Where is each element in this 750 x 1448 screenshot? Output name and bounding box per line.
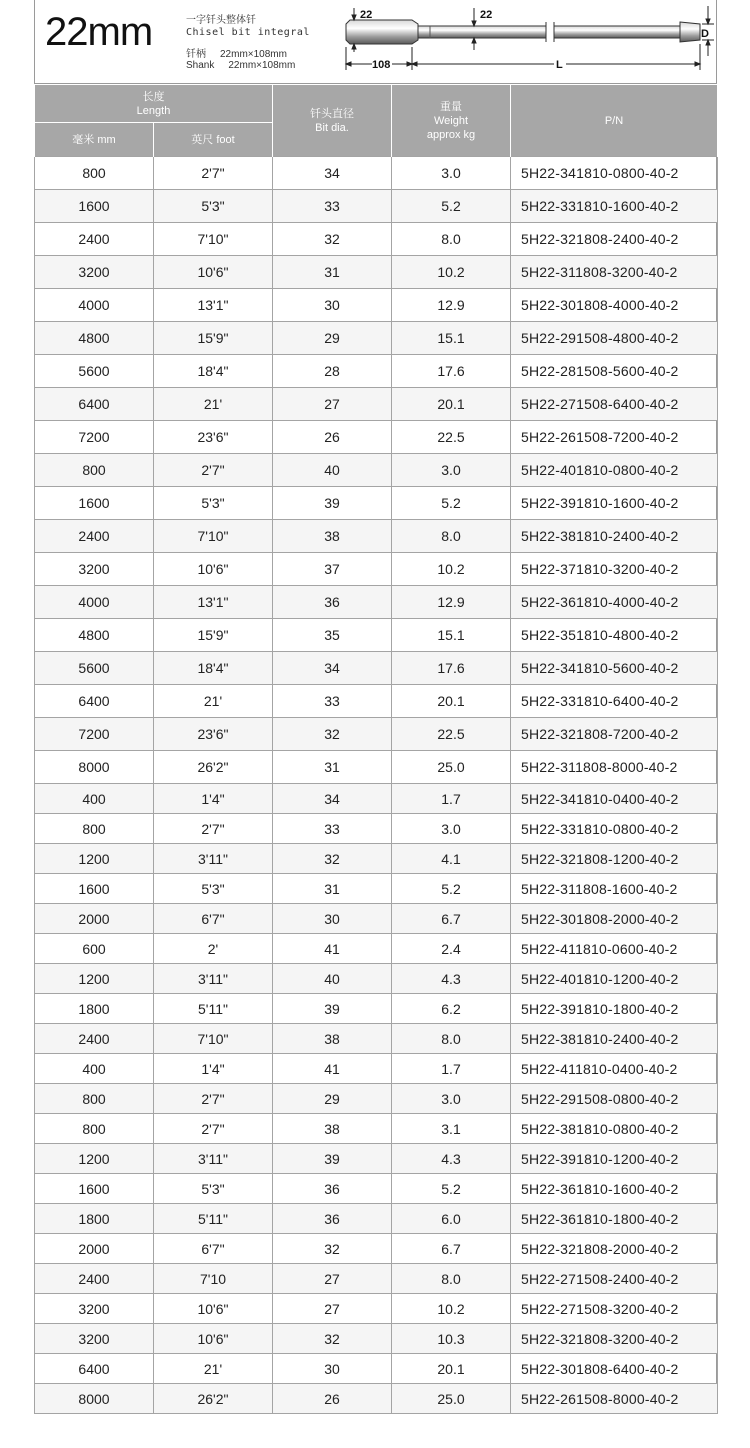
- bit-dia-cell: 30: [273, 289, 392, 322]
- bit-dia-cell: 40: [273, 964, 392, 994]
- length-foot-cell: 5'3": [154, 1174, 273, 1204]
- table-row: [35, 964, 718, 994]
- bit-dia-cell: 33: [273, 685, 392, 718]
- length-foot-cell: 5'3": [154, 190, 273, 223]
- length-mm-cell: 6400: [35, 388, 154, 421]
- length-mm-cell: 3200: [35, 1294, 154, 1324]
- weight-cell: 5.2: [392, 487, 511, 520]
- length-foot-cell: 21': [154, 685, 273, 718]
- table-row: [35, 355, 718, 388]
- part-number-cell: 5H22-361810-4000-40-2: [511, 586, 718, 619]
- weight-cell: 10.2: [392, 256, 511, 289]
- table-row: [35, 421, 718, 454]
- length-foot-cell: 1'4": [154, 1054, 273, 1084]
- bit-dia-cell: 41: [273, 934, 392, 964]
- length-mm-cell: 800: [35, 454, 154, 487]
- length-header-cn: 长度: [142, 90, 165, 103]
- part-number-cell: 5H22-321808-2000-40-2: [511, 1234, 718, 1264]
- shank-spec-chinese: [186, 45, 287, 60]
- length-mm-cell: 3200: [35, 553, 154, 586]
- table-row: [35, 718, 718, 751]
- table-row: [35, 388, 718, 421]
- weight-cell: 12.9: [392, 586, 511, 619]
- part-number-cell: 5H22-381810-0800-40-2: [511, 1114, 718, 1144]
- length-foot-cell: 3'11": [154, 844, 273, 874]
- table-row: [35, 1234, 718, 1264]
- length-foot-cell: 7'10": [154, 520, 273, 553]
- table-row: [35, 1114, 718, 1144]
- weight-header: [392, 85, 511, 157]
- length-foot-cell: 13'1": [154, 586, 273, 619]
- weight-cell: 4.3: [392, 1144, 511, 1174]
- bit-dia-cell: 36: [273, 586, 392, 619]
- table-row: [35, 520, 718, 553]
- length-foot-cell: 7'10": [154, 1024, 273, 1054]
- part-number-cell: 5H22-401810-1200-40-2: [511, 964, 718, 994]
- bit-dia-cell: 38: [273, 1114, 392, 1144]
- length-mm-cell: 800: [35, 1084, 154, 1114]
- length-mm-cell: 1600: [35, 1174, 154, 1204]
- length-mm-cell: 1200: [35, 844, 154, 874]
- part-number-cell: 5H22-361810-1800-40-2: [511, 1204, 718, 1234]
- table-row: [35, 1174, 718, 1204]
- length-mm-cell: 400: [35, 1054, 154, 1084]
- spec-table: [34, 84, 718, 1414]
- bit-dia-cell: 29: [273, 322, 392, 355]
- bit-dia-cell: 39: [273, 487, 392, 520]
- length-mm-cell: 4800: [35, 322, 154, 355]
- table-row: [35, 1054, 718, 1084]
- length-mm-cell: 4000: [35, 289, 154, 322]
- length-header-en: Length: [136, 104, 171, 117]
- shank-label-en: Shank: [186, 60, 215, 71]
- part-number-cell: 5H22-291508-0800-40-2: [511, 1084, 718, 1114]
- part-number-cell: 5H22-301808-2000-40-2: [511, 904, 718, 934]
- shank-value-cn: 22mm×108mm: [220, 49, 287, 60]
- table-row: [35, 994, 718, 1024]
- length-mm-cell: 6400: [35, 1354, 154, 1384]
- length-foot-cell: 26'2": [154, 751, 273, 784]
- length-foot-cell: 3'11": [154, 964, 273, 994]
- length-foot-cell: 1'4": [154, 784, 273, 814]
- bit-dia-cell: 27: [273, 388, 392, 421]
- weight-cell: 17.6: [392, 355, 511, 388]
- dim-label-diameter: D: [701, 28, 709, 40]
- weight-cell: 17.6: [392, 652, 511, 685]
- weight-cell: 1.7: [392, 784, 511, 814]
- length-foot-cell: 15'9": [154, 322, 273, 355]
- weight-cell: 6.0: [392, 1204, 511, 1234]
- bit-dia-header-cn: 钎头直径: [310, 107, 354, 120]
- weight-cell: 22.5: [392, 421, 511, 454]
- part-number-cell: 5H22-361810-1600-40-2: [511, 1174, 718, 1204]
- bit-dia-cell: 32: [273, 844, 392, 874]
- length-foot-cell: 3'11": [154, 1144, 273, 1174]
- length-mm-cell: 1600: [35, 874, 154, 904]
- table-row: [35, 934, 718, 964]
- weight-cell: 15.1: [392, 619, 511, 652]
- length-mm-cell: 5600: [35, 355, 154, 388]
- weight-header-cn: 重量: [440, 100, 462, 113]
- length-foot-cell: 7'10": [154, 223, 273, 256]
- part-number-cell: 5H22-271508-3200-40-2: [511, 1294, 718, 1324]
- table-row: [35, 1084, 718, 1114]
- length-foot-cell: 10'6": [154, 256, 273, 289]
- length-foot-cell: 2'7": [154, 1084, 273, 1114]
- bit-dia-cell: 31: [273, 751, 392, 784]
- length-foot-cell: 2'7": [154, 454, 273, 487]
- bit-dia-cell: 27: [273, 1264, 392, 1294]
- table-row: [35, 322, 718, 355]
- bit-dia-cell: 39: [273, 1144, 392, 1174]
- table-row: [35, 619, 718, 652]
- bit-dia-cell: 32: [273, 718, 392, 751]
- table-row: [35, 553, 718, 586]
- shank-value-en: 22mm×108mm: [228, 60, 296, 71]
- weight-cell: 8.0: [392, 1264, 511, 1294]
- table-row: [35, 814, 718, 844]
- part-number-cell: 5H22-311808-1600-40-2: [511, 874, 718, 904]
- dim-label-22-left: 22: [360, 9, 373, 21]
- weight-cell: 25.0: [392, 1384, 511, 1414]
- weight-cell: 2.4: [392, 934, 511, 964]
- part-number-cell: 5H22-301808-4000-40-2: [511, 289, 718, 322]
- bit-dia-cell: 27: [273, 1294, 392, 1324]
- part-number-cell: 5H22-401810-0800-40-2: [511, 454, 718, 487]
- length-foot-cell: 5'11": [154, 1204, 273, 1234]
- weight-cell: 6.7: [392, 1234, 511, 1264]
- rod-size-title: 22mm: [45, 10, 153, 54]
- length-mm-cell: 2400: [35, 520, 154, 553]
- bit-dia-cell: 37: [273, 553, 392, 586]
- bit-dia-cell: 30: [273, 1354, 392, 1384]
- table-row: [35, 1324, 718, 1354]
- part-number-cell: 5H22-341810-0400-40-2: [511, 784, 718, 814]
- table-row: [35, 1144, 718, 1174]
- part-number-cell: 5H22-411810-0400-40-2: [511, 1054, 718, 1084]
- weight-cell: 5.2: [392, 190, 511, 223]
- weight-cell: 15.1: [392, 322, 511, 355]
- length-mm-cell: 4800: [35, 619, 154, 652]
- dim-label-shank-length: 108: [372, 59, 391, 71]
- table-row: [35, 289, 718, 322]
- length-mm-cell: 2400: [35, 1024, 154, 1054]
- weight-cell: 10.2: [392, 1294, 511, 1324]
- length-foot-cell: 21': [154, 388, 273, 421]
- weight-cell: 8.0: [392, 520, 511, 553]
- bit-dia-cell: 36: [273, 1204, 392, 1234]
- bit-dia-cell: 41: [273, 1054, 392, 1084]
- weight-cell: 5.2: [392, 874, 511, 904]
- part-number-cell: 5H22-261508-8000-40-2: [511, 1384, 718, 1414]
- part-number-cell: 5H22-261508-7200-40-2: [511, 421, 718, 454]
- length-mm-cell: 1600: [35, 487, 154, 520]
- length-mm-cell: 400: [35, 784, 154, 814]
- length-mm-cell: 1800: [35, 1204, 154, 1234]
- table-row: [35, 1354, 718, 1384]
- part-number-cell: 5H22-271508-2400-40-2: [511, 1264, 718, 1294]
- length-header: [35, 85, 273, 123]
- part-number-cell: 5H22-381810-2400-40-2: [511, 1024, 718, 1054]
- weight-cell: 4.1: [392, 844, 511, 874]
- part-number-cell: 5H22-391810-1800-40-2: [511, 994, 718, 1024]
- table-row: [35, 157, 718, 190]
- length-foot-cell: 23'6": [154, 421, 273, 454]
- length-mm-cell: 2000: [35, 904, 154, 934]
- length-foot-cell: 2'7": [154, 157, 273, 190]
- part-number-cell: 5H22-391810-1600-40-2: [511, 487, 718, 520]
- spec-table-body: [35, 157, 718, 1414]
- length-foot-cell: 2'7": [154, 1114, 273, 1144]
- bit-dia-cell: 26: [273, 421, 392, 454]
- bit-dia-cell: 34: [273, 652, 392, 685]
- length-mm-cell: 2000: [35, 1234, 154, 1264]
- part-number-cell: 5H22-341810-0800-40-2: [511, 157, 718, 190]
- part-number-cell: 5H22-381810-2400-40-2: [511, 520, 718, 553]
- part-number-cell: 5H22-321808-2400-40-2: [511, 223, 718, 256]
- length-foot-cell: 2'7": [154, 814, 273, 844]
- table-row: [35, 1204, 718, 1234]
- length-mm-cell: 800: [35, 1114, 154, 1144]
- pn-header: P/N: [511, 85, 718, 157]
- length-mm-cell: 3200: [35, 1324, 154, 1354]
- length-foot-cell: 7'10: [154, 1264, 273, 1294]
- part-number-cell: 5H22-371810-3200-40-2: [511, 553, 718, 586]
- weight-header-unit: approx kg: [426, 128, 476, 141]
- length-foot-cell: 5'11": [154, 994, 273, 1024]
- length-foot-cell: 18'4": [154, 652, 273, 685]
- length-foot-cell: 23'6": [154, 718, 273, 751]
- length-foot-cell: 10'6": [154, 553, 273, 586]
- table-row: [35, 487, 718, 520]
- weight-cell: 6.7: [392, 904, 511, 934]
- bit-dia-cell: 32: [273, 223, 392, 256]
- bit-dia-cell: 38: [273, 520, 392, 553]
- weight-cell: 5.2: [392, 1174, 511, 1204]
- bit-dia-cell: 33: [273, 190, 392, 223]
- table-row: [35, 190, 718, 223]
- length-mm-cell: 7200: [35, 718, 154, 751]
- length-mm-cell: 7200: [35, 421, 154, 454]
- part-number-cell: 5H22-411810-0600-40-2: [511, 934, 718, 964]
- length-foot-cell: 2': [154, 934, 273, 964]
- table-row: [35, 1024, 718, 1054]
- length-foot-cell: 21': [154, 1354, 273, 1384]
- bit-dia-cell: 39: [273, 994, 392, 1024]
- weight-cell: 1.7: [392, 1054, 511, 1084]
- length-foot-cell: 15'9": [154, 619, 273, 652]
- length-foot-cell: 6'7": [154, 1234, 273, 1264]
- bit-dia-cell: 32: [273, 1234, 392, 1264]
- dim-label-22-right: 22: [480, 9, 493, 21]
- weight-cell: 20.1: [392, 1354, 511, 1384]
- bit-dia-cell: 35: [273, 619, 392, 652]
- weight-cell: 6.2: [392, 994, 511, 1024]
- integral-steel-diagram: [334, 2, 716, 80]
- length-foot-cell: 10'6": [154, 1324, 273, 1354]
- table-row: [35, 1264, 718, 1294]
- length-foot-cell: 13'1": [154, 289, 273, 322]
- dim-label-length: L: [556, 59, 563, 71]
- table-row: [35, 1384, 718, 1414]
- bit-dia-header-en: Bit dia.: [315, 121, 349, 134]
- length-foot-cell: 5'3": [154, 487, 273, 520]
- bit-dia-cell: 38: [273, 1024, 392, 1054]
- weight-cell: 8.0: [392, 223, 511, 256]
- weight-cell: 25.0: [392, 751, 511, 784]
- length-mm-cell: 8000: [35, 1384, 154, 1414]
- length-mm-cell: 800: [35, 157, 154, 190]
- table-row: [35, 844, 718, 874]
- weight-cell: 4.3: [392, 964, 511, 994]
- bit-dia-cell: 33: [273, 814, 392, 844]
- bit-dia-cell: 29: [273, 1084, 392, 1114]
- weight-header-en: Weight: [433, 114, 469, 127]
- part-number-cell: 5H22-291508-4800-40-2: [511, 322, 718, 355]
- table-row: [35, 652, 718, 685]
- length-foot-cell: 5'3": [154, 874, 273, 904]
- length-mm-cell: 2400: [35, 1264, 154, 1294]
- part-number-cell: 5H22-311808-3200-40-2: [511, 256, 718, 289]
- weight-cell: 12.9: [392, 289, 511, 322]
- bit-dia-cell: 28: [273, 355, 392, 388]
- weight-cell: 22.5: [392, 718, 511, 751]
- length-mm-cell: 8000: [35, 751, 154, 784]
- bit-dia-cell: 40: [273, 454, 392, 487]
- shank-spec-english: [186, 60, 295, 71]
- bit-dia-header: [273, 85, 392, 157]
- table-row: [35, 874, 718, 904]
- weight-cell: 3.0: [392, 814, 511, 844]
- weight-cell: 10.2: [392, 553, 511, 586]
- bit-dia-cell: 30: [273, 904, 392, 934]
- weight-cell: 8.0: [392, 1024, 511, 1054]
- bit-dia-cell: 34: [273, 157, 392, 190]
- length-mm-cell: 4000: [35, 586, 154, 619]
- title-chinese: 一字钎头整体钎: [186, 15, 256, 26]
- length-mm-cell: 6400: [35, 685, 154, 718]
- part-number-cell: 5H22-321808-1200-40-2: [511, 844, 718, 874]
- part-number-cell: 5H22-311808-8000-40-2: [511, 751, 718, 784]
- bit-dia-cell: 26: [273, 1384, 392, 1414]
- table-row: [35, 904, 718, 934]
- part-number-cell: 5H22-321808-3200-40-2: [511, 1324, 718, 1354]
- table-row: [35, 223, 718, 256]
- table-row: [35, 685, 718, 718]
- weight-cell: 20.1: [392, 685, 511, 718]
- drill-rod-drawing: [346, 20, 700, 44]
- part-number-cell: 5H22-331810-1600-40-2: [511, 190, 718, 223]
- length-mm-cell: 1800: [35, 994, 154, 1024]
- part-number-cell: 5H22-341810-5600-40-2: [511, 652, 718, 685]
- length-foot-header: 英尺 foot: [154, 123, 273, 157]
- bit-dia-cell: 34: [273, 784, 392, 814]
- length-mm-cell: 1600: [35, 190, 154, 223]
- table-row: [35, 586, 718, 619]
- weight-cell: 10.3: [392, 1324, 511, 1354]
- bit-dia-cell: 32: [273, 1324, 392, 1354]
- part-number-cell: 5H22-281508-5600-40-2: [511, 355, 718, 388]
- length-mm-cell: 1200: [35, 1144, 154, 1174]
- length-mm-header: 毫米 mm: [35, 123, 154, 157]
- length-mm-cell: 600: [35, 934, 154, 964]
- length-mm-cell: 5600: [35, 652, 154, 685]
- length-mm-cell: 800: [35, 814, 154, 844]
- shank-label-cn: 钎柄: [186, 49, 206, 60]
- table-row: [35, 751, 718, 784]
- part-number-cell: 5H22-301808-6400-40-2: [511, 1354, 718, 1384]
- length-mm-cell: 2400: [35, 223, 154, 256]
- part-number-cell: 5H22-321808-7200-40-2: [511, 718, 718, 751]
- length-foot-cell: 6'7": [154, 904, 273, 934]
- title-english: Chisel bit integral: [186, 27, 310, 38]
- part-number-cell: 5H22-351810-4800-40-2: [511, 619, 718, 652]
- length-mm-cell: 1200: [35, 964, 154, 994]
- part-number-cell: 5H22-271508-6400-40-2: [511, 388, 718, 421]
- weight-cell: 3.0: [392, 1084, 511, 1114]
- bit-dia-cell: 36: [273, 1174, 392, 1204]
- table-row: [35, 1294, 718, 1324]
- weight-cell: 3.1: [392, 1114, 511, 1144]
- weight-cell: 3.0: [392, 454, 511, 487]
- table-row: [35, 256, 718, 289]
- bit-dia-cell: 31: [273, 256, 392, 289]
- spec-header: [34, 0, 717, 84]
- length-foot-cell: 18'4": [154, 355, 273, 388]
- part-number-cell: 5H22-391810-1200-40-2: [511, 1144, 718, 1174]
- length-foot-cell: 26'2": [154, 1384, 273, 1414]
- part-number-cell: 5H22-331810-6400-40-2: [511, 685, 718, 718]
- weight-cell: 3.0: [392, 157, 511, 190]
- weight-cell: 20.1: [392, 388, 511, 421]
- length-mm-cell: 3200: [35, 256, 154, 289]
- part-number-cell: 5H22-331810-0800-40-2: [511, 814, 718, 844]
- length-foot-cell: 10'6": [154, 1294, 273, 1324]
- bit-dia-cell: 31: [273, 874, 392, 904]
- table-row: [35, 784, 718, 814]
- table-row: [35, 454, 718, 487]
